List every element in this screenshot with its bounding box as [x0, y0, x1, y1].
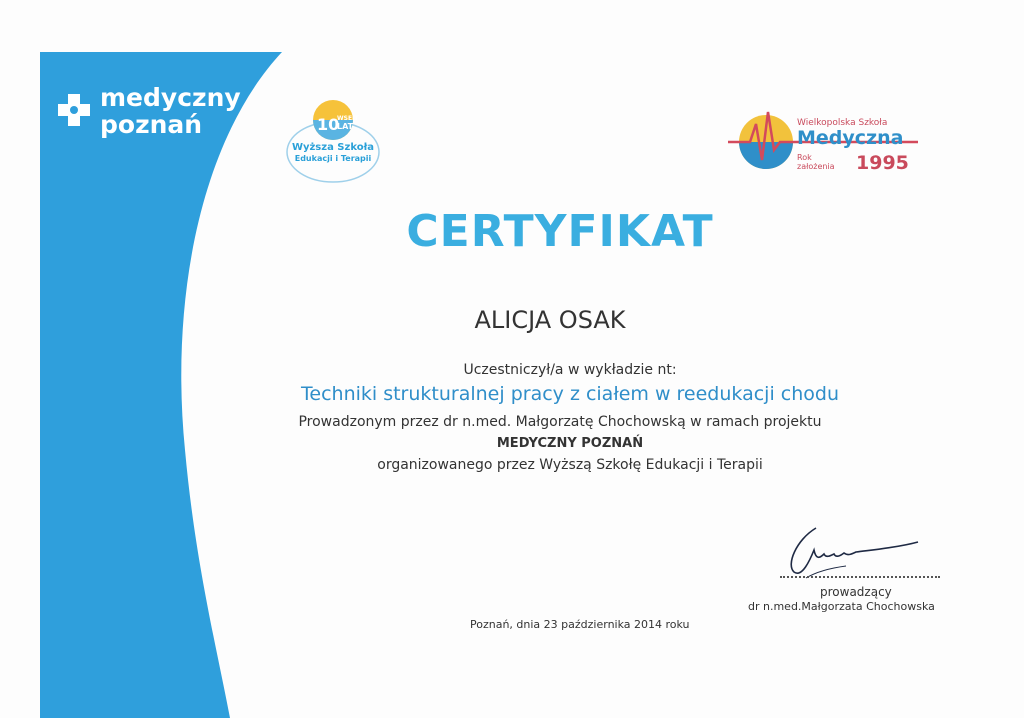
brand-line-1: medyczny: [100, 83, 241, 112]
led-by-text: Prowadzonym przez dr n.med. Małgorzatę Chochowską w ramach projektu: [298, 414, 822, 430]
wsm-founding-label: [797, 153, 835, 171]
participation-text: Uczestniczył/a w wykładzie nt:: [463, 362, 677, 378]
wseit-name: [283, 142, 383, 164]
organizer-text: organizowanego przez Wyższą Szkołę Edukacji i Terapii: [377, 457, 763, 473]
wseit-line-1: Wyższa Szkoła: [291, 142, 375, 153]
wseit-logo: [283, 94, 383, 184]
handwritten-signature: [776, 520, 926, 580]
signature-role: prowadzący: [820, 585, 892, 599]
certificate-title: CERTYFIKAT: [406, 206, 714, 257]
medical-cross-icon: [56, 92, 92, 128]
lecture-topic: Techniki strukturalnej pracy z ciałem w reedukacji chodu: [301, 383, 839, 405]
project-name: MEDYCZNY POZNAŃ: [496, 436, 644, 451]
wseit-badge-number: 10: [317, 115, 340, 134]
medyczny-poznan-brand: [56, 84, 241, 138]
wsm-zalozenia: założenia: [797, 162, 835, 171]
wsm-rok: Rok: [797, 153, 812, 162]
wseit-badge-small2: LAT: [337, 122, 354, 131]
brand-name: [100, 84, 241, 138]
wsm-main-label: Medyczna: [797, 127, 904, 149]
issue-date: Poznań, dnia 23 października 2014 roku: [470, 618, 690, 631]
wsm-founding-year: 1995: [856, 152, 909, 174]
signature-line: [780, 576, 940, 578]
wsm-top-label: Wielkopolska Szkoła: [797, 118, 888, 128]
signature-name: dr n.med.Małgorzata Chochowska: [748, 600, 935, 613]
wseit-line-2: Edukacji i Terapii: [294, 154, 372, 163]
wseit-badge-small1: WSEIT: [337, 115, 359, 122]
recipient-name: ALICJA OSAK: [474, 306, 626, 334]
brand-line-2: poznań: [100, 110, 203, 139]
